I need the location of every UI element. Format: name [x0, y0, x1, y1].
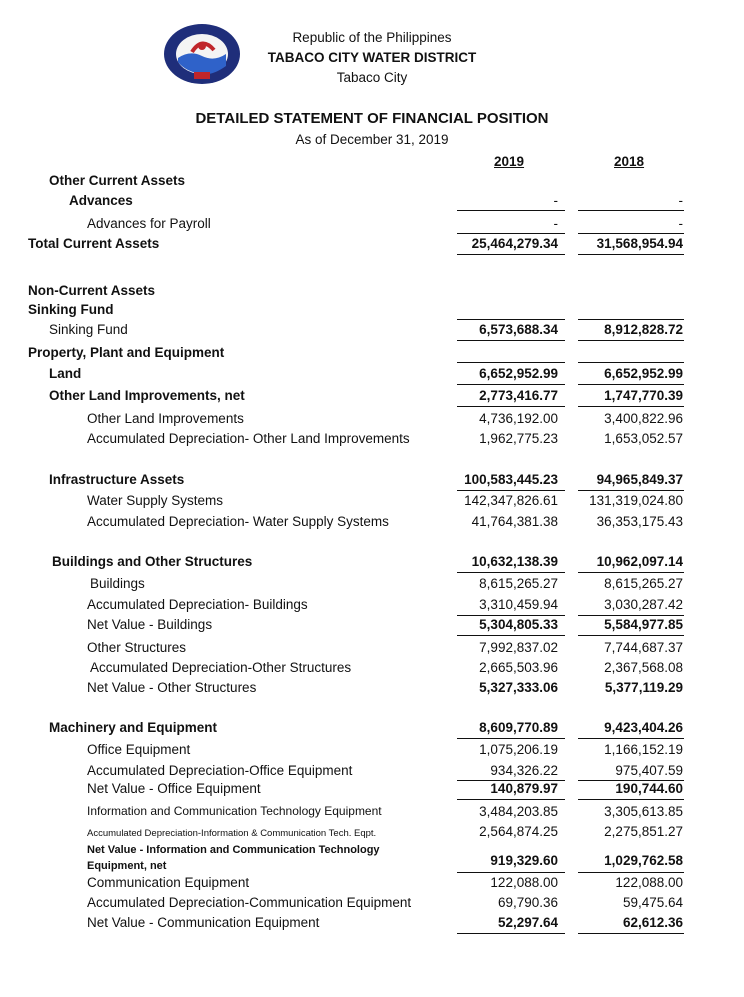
divider — [457, 233, 565, 234]
buildings-2019: 8,615,265.27 — [479, 576, 558, 591]
other-structures-2019: 7,992,837.02 — [479, 640, 558, 655]
label-communication-equipment: Communication Equipment — [87, 875, 250, 890]
label-ppe: Property, Plant and Equipment — [28, 345, 225, 360]
land-2019: 6,652,952.99 — [479, 366, 558, 381]
nv-office-equipment-2018: 190,744.60 — [615, 781, 683, 796]
bos-2018: 10,962,097.14 — [596, 554, 683, 569]
advances-payroll-2019: - — [553, 216, 558, 231]
divider — [578, 738, 684, 739]
oli-net-2018: 1,747,770.39 — [604, 388, 683, 403]
divider — [457, 799, 565, 800]
label-ad-other-structures: Accumulated Depreciation-Other Structures — [90, 660, 352, 675]
label-ad-communication: Accumulated Depreciation-Communication Equipment — [87, 895, 412, 910]
divider — [457, 254, 565, 255]
divider — [457, 210, 565, 211]
divider — [457, 319, 565, 320]
sinking-fund-2018: 8,912,828.72 — [604, 322, 683, 337]
label-other-current-assets: Other Current Assets — [49, 173, 186, 188]
year-2018-header: 2018 — [614, 154, 645, 169]
page-title: DETAILED STATEMENT OF FINANCIAL POSITION — [195, 110, 549, 127]
total-current-assets-2019: 25,464,279.34 — [471, 236, 558, 251]
ad-water-supply-2019: 41,764,381.38 — [471, 514, 558, 529]
divider — [457, 635, 565, 636]
divider — [578, 615, 684, 616]
label-other-land-improvements: Other Land Improvements — [87, 411, 244, 426]
label-ad-ict: Accumulated Depreciation-Information & Communication Tech. Eqpt. — [87, 828, 377, 839]
label-water-supply: Water Supply Systems — [87, 493, 224, 508]
divider — [578, 572, 684, 573]
ad-other-structures-2018: 2,367,568.08 — [604, 660, 683, 675]
nv-office-equipment-2019: 140,879.97 — [490, 781, 558, 796]
label-ad-water-supply: Accumulated Depreciation- Water Supply Systems — [87, 514, 389, 529]
water-supply-2019: 142,347,826.61 — [464, 493, 558, 508]
ad-oli-2019: 1,962,775.23 — [479, 431, 558, 446]
page-subtitle: As of December 31, 2019 — [295, 132, 449, 147]
advances-2019: - — [553, 193, 558, 208]
divider — [457, 615, 565, 616]
communication-equipment-2018: 122,088.00 — [615, 875, 683, 890]
label-sinking-fund-heading: Sinking Fund — [28, 302, 114, 317]
ad-office-equipment-2018: 975,407.59 — [615, 763, 683, 778]
divider — [457, 572, 565, 573]
header-republic: Republic of the Philippines — [292, 30, 452, 45]
advances-2018: - — [678, 193, 683, 208]
label-advances-payroll: Advances for Payroll — [87, 216, 211, 231]
label-buildings: Buildings — [90, 576, 145, 591]
ad-buildings-2018: 3,030,287.42 — [604, 597, 683, 612]
label-sinking-fund: Sinking Fund — [49, 322, 128, 337]
divider — [578, 490, 684, 491]
header-city: Tabaco City — [336, 70, 408, 85]
nv-buildings-2019: 5,304,805.33 — [479, 617, 558, 632]
label-total-current-assets: Total Current Assets — [28, 236, 160, 251]
divider — [578, 340, 684, 341]
label-buildings-structures: Buildings and Other Structures — [52, 554, 253, 569]
infrastructure-2018: 94,965,849.37 — [596, 472, 683, 487]
nv-buildings-2018: 5,584,977.85 — [604, 617, 683, 632]
machinery-2019: 8,609,770.89 — [479, 720, 558, 735]
office-equipment-2019: 1,075,206.19 — [479, 742, 558, 757]
ad-communication-2019: 69,790.36 — [497, 895, 558, 910]
divider — [578, 362, 684, 363]
nv-communication-2018: 62,612.36 — [622, 915, 683, 930]
ad-other-structures-2019: 2,665,503.96 — [479, 660, 558, 675]
divider — [578, 319, 684, 320]
divider — [578, 384, 684, 385]
nv-ict-2019: 919,329.60 — [490, 853, 558, 868]
divider — [457, 872, 565, 873]
buildings-2018: 8,615,265.27 — [604, 576, 683, 591]
label-machinery-equipment: Machinery and Equipment — [49, 720, 218, 735]
label-other-land-improvements-net: Other Land Improvements, net — [49, 388, 245, 403]
ict-2019: 3,484,203.85 — [479, 804, 558, 819]
header-org: TABACO CITY WATER DISTRICT — [267, 50, 477, 65]
ad-communication-2018: 59,475.64 — [622, 895, 683, 910]
label-office-equipment: Office Equipment — [87, 742, 191, 757]
nv-other-structures-2019: 5,327,333.06 — [479, 680, 558, 695]
total-current-assets-2018: 31,568,954.94 — [596, 236, 683, 251]
office-equipment-2018: 1,166,152.19 — [604, 742, 683, 757]
oli-2019: 4,736,192.00 — [479, 411, 558, 426]
divider — [578, 254, 684, 255]
divider — [457, 406, 565, 407]
year-2019-header: 2019 — [494, 154, 525, 169]
divider — [457, 362, 565, 363]
label-nv-ict-line2: Equipment, net — [87, 860, 167, 872]
ad-oli-2018: 1,653,052.57 — [604, 431, 683, 446]
label-ict-equipment: Information and Communication Technology Equipment — [87, 804, 382, 818]
communication-equipment-2019: 122,088.00 — [490, 875, 558, 890]
infrastructure-2019: 100,583,445.23 — [464, 472, 558, 487]
water-supply-2018: 131,319,024.80 — [589, 493, 683, 508]
nv-ict-2018: 1,029,762.58 — [604, 853, 683, 868]
label-nv-other-structures: Net Value - Other Structures — [87, 680, 257, 695]
label-land: Land — [49, 366, 82, 381]
divider — [578, 799, 684, 800]
label-ad-office-equipment: Accumulated Depreciation-Office Equipment — [87, 763, 353, 778]
divider — [578, 872, 684, 873]
nv-other-structures-2018: 5,377,119.29 — [604, 680, 683, 695]
divider — [578, 233, 684, 234]
divider — [578, 635, 684, 636]
divider — [457, 933, 565, 934]
land-2018: 6,652,952.99 — [604, 366, 683, 381]
label-ad-oli: Accumulated Depreciation- Other Land Improvements — [87, 431, 410, 446]
divider — [457, 738, 565, 739]
label-advances: Advances — [69, 193, 133, 208]
label-nv-buildings: Net Value - Buildings — [87, 617, 213, 632]
ad-office-equipment-2019: 934,326.22 — [490, 763, 558, 778]
divider — [457, 490, 565, 491]
other-structures-2018: 7,744,687.37 — [604, 640, 683, 655]
divider — [578, 406, 684, 407]
label-nv-communication: Net Value - Communication Equipment — [87, 915, 320, 930]
ad-buildings-2019: 3,310,459.94 — [479, 597, 558, 612]
ad-water-supply-2018: 36,353,175.43 — [596, 514, 683, 529]
nv-communication-2019: 52,297.64 — [497, 915, 558, 930]
oli-net-2019: 2,773,416.77 — [479, 388, 558, 403]
label-ad-buildings: Accumulated Depreciation- Buildings — [87, 597, 308, 612]
machinery-2018: 9,423,404.26 — [604, 720, 683, 735]
label-infrastructure-assets: Infrastructure Assets — [49, 472, 185, 487]
advances-payroll-2018: - — [678, 216, 683, 231]
oli-2018: 3,400,822.96 — [604, 411, 683, 426]
divider — [578, 210, 684, 211]
label-non-current-assets: Non-Current Assets — [28, 283, 156, 298]
bos-2019: 10,632,138.39 — [471, 554, 558, 569]
label-nv-office-equipment: Net Value - Office Equipment — [87, 781, 261, 796]
divider — [578, 933, 684, 934]
ad-ict-2018: 2,275,851.27 — [604, 824, 683, 839]
divider — [457, 340, 565, 341]
sinking-fund-2019: 6,573,688.34 — [479, 322, 558, 337]
label-nv-ict-line1: Net Value - Information and Communication Technology — [87, 844, 380, 856]
ict-2018: 3,305,613.85 — [604, 804, 683, 819]
label-other-structures: Other Structures — [87, 640, 187, 655]
ad-ict-2019: 2,564,874.25 — [479, 824, 558, 839]
divider — [457, 384, 565, 385]
